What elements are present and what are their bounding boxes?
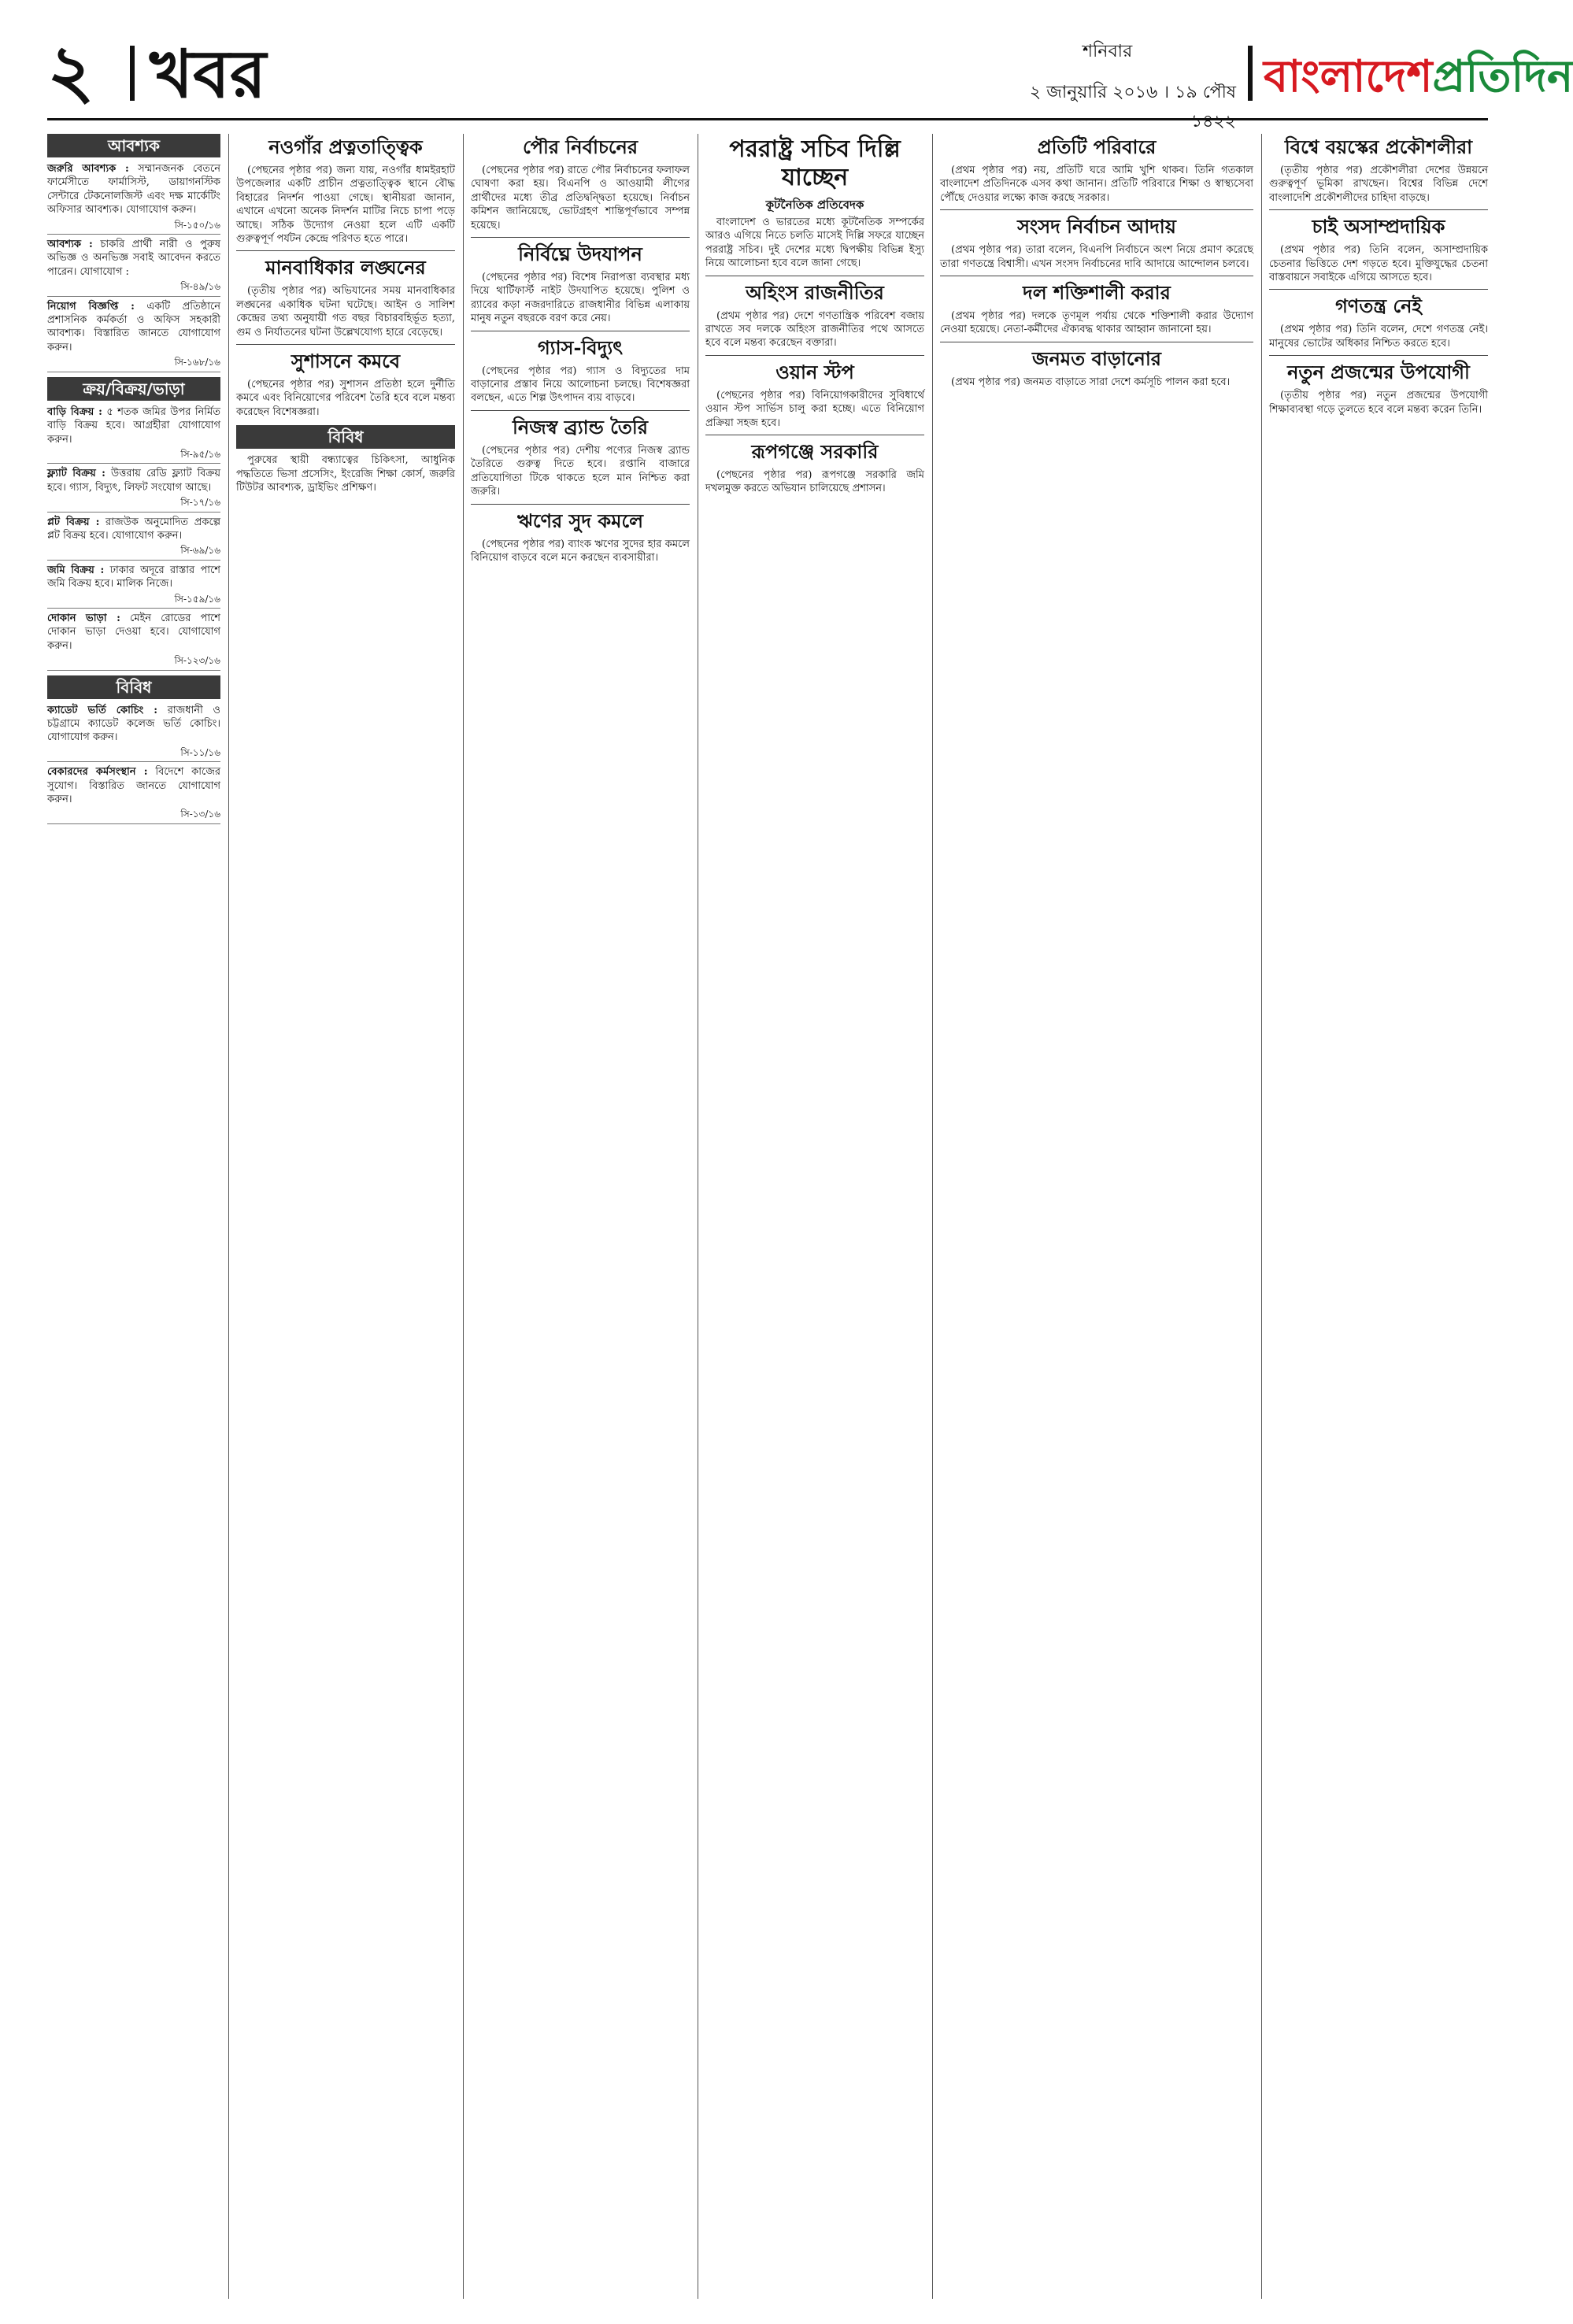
classified-ad-ref: সি-১১/১৬: [47, 746, 220, 762]
article-text: (পেছনের পৃষ্ঠার পর) দেশীয় পণ্যের নিজস্ব ব্র্যান্ড তৈরিতে গুরুত্ব দিতে হবে। রপ্তানি বাজারে প্রতিযোগিতা টিকে থাকতে হলে মান নিশ্চিত করা জরুরি।: [471, 444, 690, 498]
classified-ad: [47, 238, 220, 297]
headline: মানবাধিকার লঙ্ঘনের: [265, 256, 426, 279]
article-text: (তৃতীয় পৃষ্ঠার পর) নতুন প্রজন্মের উপযোগী শিক্ষাব্যবস্থা গড়ে তুলতে হবে বলে মন্তব্য করেন তিনি।: [1269, 390, 1488, 416]
article-text: (পেছনের পৃষ্ঠার পর) রাতে পৌর নির্বাচনের ফলাফল ঘোষণা করা হয়। বিএনপি ও আওয়ামী লীগের প্রার্থীদের মধ্যে তীব্র প্রতিদ্বন্দ্বিতা হয়েছে। নির্বাচন কমিশন জানিয়েছে, ভোটগ্রহণ শান্তিপূর্ণভাবে সম্পন্ন হয়েছে।: [471, 165, 690, 231]
classified-ad-ref: সি-১২৩/১৬: [47, 654, 220, 670]
divider-bar: [1248, 46, 1253, 101]
headline: প্রতিটি পরিবারে: [1037, 135, 1157, 158]
article-divider: [1269, 289, 1488, 290]
classified-ad-body: [47, 704, 220, 745]
classified-ad-title: আবশ্যক :: [47, 239, 93, 251]
headline: দল শক্তিশালী করার: [1023, 281, 1171, 305]
article-divider: [940, 209, 1253, 210]
classified-ad-body: [47, 162, 220, 217]
article-text: (পেছনের পৃষ্ঠার পর) বিনিয়োগকারীদের সুবিধার্থে ওয়ান স্টপ সার্ভিস চালু করা হচ্ছে। এতে বিনিয়োগ প্রক্রিয়া সহজ হবে।: [705, 389, 924, 429]
masthead: [47, 28, 1573, 131]
classified-ad-body: [47, 405, 220, 446]
classified-ad-text: সম্মানজনক বেতনে ফার্মেসীতে ফার্মাসিস্ট, ডায়াগনস্টিক সেন্টারে টেকনোলজিস্ট এবং দক্ষ মার্কেটিং অফিসার আবশ্যক। যোগাযোগ করুন।: [47, 163, 220, 216]
article-divider: [1269, 209, 1488, 210]
article-text: (প্রথম পৃষ্ঠার পর) তিনি বলেন, অসাম্প্রদায়িক চেতনার ভিত্তিতে দেশ গড়তে হবে। মুক্তিযুদ্ধের চেতনা বাস্তবায়নে সবাইকে এগিয়ে আসতে হবে।: [1269, 244, 1488, 284]
classified-ad-text: রাজউক অনুমোদিত প্রকল্পে প্লট বিক্রয় হবে। যোগাযোগ করুন।: [47, 516, 220, 542]
classified-ad-text: ৫ শতক জমির উপর নির্মিত বাড়ি বিক্রয় হবে। আগ্রহীরা যোগাযোগ করুন।: [47, 405, 220, 446]
classified-ad: [47, 564, 220, 609]
headline: নিজস্ব ব্র্যান্ড তৈরি: [513, 415, 648, 439]
classified-ad-title: ফ্ল্যাট বিক্রয় :: [47, 468, 105, 480]
classified-ad-title: ক্যাডেট ভর্তি কোচিং :: [47, 704, 158, 716]
classified-ad-title: বেকারদের কর্মসংস্থান :: [47, 766, 148, 779]
classified-ad-body: [47, 564, 220, 591]
news-column-2: [236, 134, 455, 2299]
classified-ad: [47, 300, 220, 372]
classified-ad: [47, 765, 220, 824]
article-divider: [236, 344, 455, 345]
classifieds-column: [47, 134, 220, 2299]
news-column-5: [940, 134, 1253, 2299]
classified-ad-title: প্লট বিক্রয় :: [47, 516, 100, 528]
headline: নওগাঁর প্রত্নতাত্ত্বিক: [268, 135, 423, 158]
classified-ad: [47, 704, 220, 763]
classified-ad-text: উত্তরায় রেডি ফ্ল্যাট বিক্রয় হবে। গ্যাস, বিদ্যুৎ, লিফট সংযোগ আছে।: [47, 468, 221, 494]
article-text: (তৃতীয় পৃষ্ঠার পর) প্রকৌশলীরা দেশের উন্নয়নে গুরুত্বপূর্ণ ভূমিকা রাখছেন। বিশ্বের বিভিন্ন দেশে বাংলাদেশি প্রকৌশলীদের চাহিদা বাড়ছে।: [1269, 165, 1488, 204]
article-text: (পেছনের পৃষ্ঠার পর) সুশাসন প্রতিষ্ঠা হলে দুর্নীতি কমবে এবং বিনিয়োগের পরিবেশ তৈরি হবে বলে মন্তব্য করেছেন বিশেষজ্ঞরা।: [236, 379, 455, 418]
classified-ad: [47, 612, 220, 671]
classified-ad-text: চাকরি প্রার্থী নারী ও পুরুষ অভিজ্ঞ ও অনভিজ্ঞ সবাই আবেদন করতে পারেন। যোগাযোগ :: [47, 239, 221, 278]
classified-ad-ref: সি-১৫৯/১৬: [47, 593, 220, 609]
article-text: (প্রথম পৃষ্ঠার পর) দলকে তৃণমূল পর্যায় থেকে শক্তিশালী করার উদ্যোগ নেওয়া হয়েছে। নেতা-কর্মীদের ঐক্যবদ্ধ থাকার আহ্বান জানানো হয়।: [940, 310, 1253, 336]
classified-ad-text: ঢাকার অদূরে রাস্তার পাশে জমি বিক্রয় হবে। মালিক নিজে।: [47, 564, 220, 590]
headline: সুশাসনে কমবে: [291, 350, 401, 373]
headline: ওয়ান স্টপ: [775, 360, 854, 383]
brand-part-1: বাংলাদেশ: [1264, 50, 1433, 102]
classified-ad-text: বিদেশে কাজের সুযোগ। বিস্তারিত জানতে যোগাযোগ করুন।: [47, 766, 220, 806]
classified-ad-body: [47, 467, 220, 494]
classified-ad-body: [47, 300, 220, 355]
article-text: (প্রথম পৃষ্ঠার পর) তিনি বলেন, দেশে গণতন্ত্র নেই। মানুষের ভোটের অধিকার নিশ্চিত করতে হবে।: [1269, 324, 1488, 350]
classified-heading: বিবিধ: [47, 675, 220, 699]
divider-bar: [130, 46, 135, 101]
classified-ad-ref: সি-৬৯/১৬: [47, 544, 220, 560]
headline: নির্বিঘ্নে উদযাপন: [518, 242, 642, 266]
news-column-3: [471, 134, 690, 2299]
article-text: (প্রথম পৃষ্ঠার পর) দেশে গণতান্ত্রিক পরিবেশ বজায় রাখতে সব দলকে অহিংস রাজনীতির পথে আসতে হবে বলে মন্তব্য করেছেন বক্তারা।: [705, 309, 924, 350]
column-rule: [932, 134, 933, 2299]
article-divider: [1269, 355, 1488, 356]
article-divider: [471, 410, 690, 411]
article-text: পুরুষের স্থায়ী বন্ধ্যাত্বের চিকিৎসা, আধুনিক পদ্ধতিতে ভিসা প্রসেসিং, ইংরেজি শিক্ষা কোর্স, জরুরি টিউটর আবশ্যক, ড্রাইভিং প্রশিক্ষণ।: [236, 454, 455, 494]
classified-ad-ref: সি-৪৯/১৬: [47, 280, 220, 296]
headline: চাই অসাম্প্রদায়িক: [1312, 215, 1445, 239]
classified-ad-title: দোকান ভাড়া :: [47, 612, 120, 624]
classified-ad-body: [47, 516, 220, 543]
headline: ঋণের সুদ কমলে: [516, 509, 644, 532]
classified-ad-text: রাজধানী ও চট্টগ্রামে ক্যাডেট কলেজ ভর্তি কোচিং। যোগাযোগ করুন।: [47, 704, 220, 744]
page-number: ২: [47, 28, 94, 113]
article-text: (পেছনের পৃষ্ঠার পর) জন্য যায়, নওগাঁর ধামইরহাট উপজেলার একটি প্রাচীন প্রত্নতাত্ত্বিক স্থানে বৌদ্ধ বিহারের নিদর্শন পাওয়া গেছে। স্থানীয়রা জানান, এখানে এখনো অনেক নিদর্শন মাটির নিচে চাপা পড়ে আছে। সঠিক উদ্যোগ নেওয়া হলে এটি একটি গুরুত্বপূর্ণ পর্যটন কেন্দ্রে পরিণত হতে পারে।: [236, 165, 455, 246]
classified-heading: বিবিধ: [236, 425, 455, 449]
article-text: (প্রথম পৃষ্ঠার পর) তারা বলেন, বিএনপি নির্বাচনে অংশ নিয়ে প্রমাণ করেছে তারা গণতন্ত্রে বিশ্বাসী। এখন সংসদ নির্বাচনের দাবি আদায়ে আন্দোলন চলবে।: [940, 244, 1253, 270]
article-divider: [471, 237, 690, 238]
classified-ad-title: নিয়োগ বিজ্ঞপ্তি :: [47, 300, 135, 313]
classified-ad-body: [47, 765, 220, 806]
headline: পররাষ্ট্র সচিব দিল্লি যাচ্ছেন: [729, 135, 901, 191]
headline: সংসদ নির্বাচন আদায়: [1017, 215, 1176, 239]
classified-ad-text: মেইন রোডের পাশে দোকান ভাড়া দেওয়া হবে। যোগাযোগ করুন।: [47, 612, 220, 652]
classified-ad-title: জমি বিক্রয় :: [47, 564, 105, 576]
classified-ad-ref: সি-১৭/১৬: [47, 496, 220, 512]
date-line: ২ জানুয়ারি ২০১৬ । ১৯ পৌষ ১৪২২: [1029, 83, 1236, 131]
classified-ad: [47, 467, 220, 512]
article-text: (পেছনের পৃষ্ঠার পর) ব্যাংক ঋণের সুদের হার কমলে বিনিয়োগ বাড়বে বলে মনে করছেন ব্যবসায়ীরা।: [471, 538, 690, 564]
headline: জনমত বাড়ানোর: [1031, 346, 1162, 370]
headline: গণতন্ত্র নেই: [1335, 294, 1422, 318]
article-divider: [471, 504, 690, 505]
classified-ad-body: [47, 238, 220, 279]
classified-ad-body: [47, 612, 220, 653]
classified-ad: [47, 162, 220, 235]
classified-ad-ref: সি-১৩/১৬: [47, 808, 220, 823]
classified-ad-ref: সি-১৫০/১৬: [47, 219, 220, 235]
article-text: (পেছনের পৃষ্ঠার পর) রূপগঞ্জে সরকারি জমি দখলমুক্ত করতে অভিযান চালিয়েছে প্রশাসন।: [705, 469, 924, 495]
article-divider: [705, 355, 924, 356]
newspaper-logo: [1264, 49, 1573, 104]
headline: নতুন প্রজন্মের উপযোগী: [1287, 361, 1470, 384]
article-text: (পেছনের পৃষ্ঠার পর) বিশেষ নিরাপত্তা ব্যবস্থার মধ্য দিয়ে থার্টিফার্স্ট নাইট উদযাপিত হয়েছে। পুলিশ ও র‌্যাবের কড়া নজরদারিতে রাজধানীর বিভিন্ন এলাকায় মানুষ নতুন বছরকে বরণ করে নেয়।: [471, 272, 690, 325]
article-text: (পেছনের পৃষ্ঠার পর) গ্যাস ও বিদ্যুতের দাম বাড়ানোর প্রস্তাব নিয়ে আলোচনা চলছে। বিশেষজ্ঞরা বলছেন, এতে শিল্প উৎপাদন ব্যয় বাড়বে।: [471, 365, 690, 405]
article-text: (তৃতীয় পৃষ্ঠার পর) অভিযানের সময় মানবাধিকার লঙ্ঘনের একাধিক ঘটনা ঘটেছে। আইন ও সালিশ কেন্দ্রের তথ্য অনুযায়ী গত বছর বিচারবহির্ভূত হত্যা, গুম ও নির্যাতনের ঘটনা উল্লেখযোগ্য হারে বেড়েছে।: [236, 285, 455, 339]
section-name: খবর: [150, 35, 267, 113]
classified-ad-title: বাড়ি বিক্রয় :: [47, 405, 102, 418]
news-column-4: [705, 134, 924, 2299]
headline: রূপগঞ্জে সরকারি: [751, 440, 879, 464]
classified-heading: ক্রয়/বিক্রয়/ভাড়া: [47, 377, 220, 401]
classified-ad-title: জরুরি আবশ্যক :: [47, 163, 129, 175]
headline: বিশ্বে বয়স্কের প্রকৌশলীরা: [1284, 135, 1473, 158]
headline: গ্যাস-বিদ্যুৎ: [537, 335, 624, 359]
article-divider: [236, 250, 455, 251]
classified-ad-ref: সি-১৬৮/১৬: [47, 356, 220, 372]
article-text: (প্রথম পৃষ্ঠার পর) জনমত বাড়াতে সারা দেশে কর্মসূচি পালন করা হবে।: [951, 376, 1231, 388]
column-rule: [463, 134, 464, 2299]
classified-ad-ref: সি-৯৫/১৬: [47, 448, 220, 464]
classified-ad: [47, 516, 220, 561]
classified-heading: আবশ্যক: [47, 134, 220, 157]
classified-ad-text: একটি প্রতিষ্ঠানে প্রশাসনিক কর্মকর্তা ও অফিস সহকারী আবশ্যক। বিস্তারিত জানতে যোগাযোগ করুন।: [47, 300, 220, 353]
column-rule: [1261, 134, 1262, 2299]
day-name: শনিবার: [1083, 42, 1133, 61]
column-rule: [228, 134, 229, 2299]
headline: অহিংস রাজনীতির: [746, 280, 884, 304]
headline: পৌর নির্বাচনের: [522, 135, 638, 158]
news-column-6: [1269, 134, 1488, 2299]
article-text: বাংলাদেশ ও ভারতের মধ্যে কূটনৈতিক সম্পর্কের আরও এগিয়ে নিতে চলতি মাসেই দিল্লি সফরে যাচ্ছেন পররাষ্ট্র সচিব। দুই দেশের মধ্যে দ্বিপক্ষীয় বিভিন্ন ইস্যু নিয়ে আলোচনা হবে বলে জানা গেছে।: [705, 216, 924, 270]
byline: কূটনৈতিক প্রতিবেদক: [765, 198, 864, 212]
brand-part-2: প্রতিদিন: [1432, 50, 1573, 102]
article-text: (প্রথম পৃষ্ঠার পর) নয়, প্রতিটি ঘরে আমি খুশি থাকব। তিনি গতকাল বাংলাদেশ প্রতিদিনকে এসব কথা জানান। প্রতিটি পরিবারে শিক্ষা ও স্বাস্থ্যসেবা পৌঁছে দেওয়ার লক্ষ্যে কাজ করছে সরকার।: [940, 165, 1253, 204]
classified-ad: [47, 405, 220, 464]
